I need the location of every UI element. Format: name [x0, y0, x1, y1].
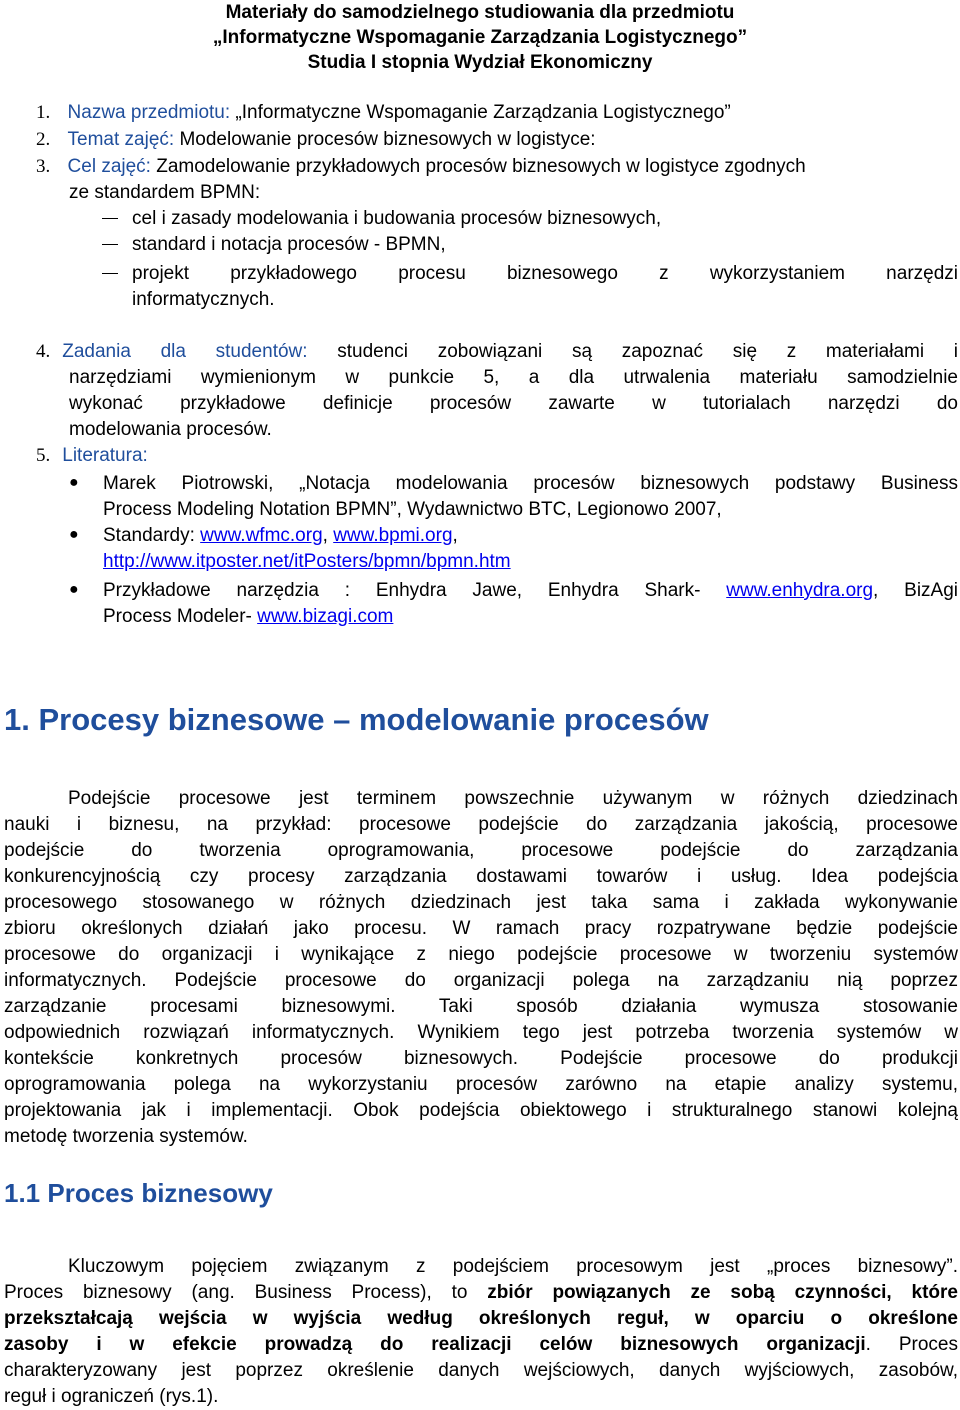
paragraph-text: Proces biznesowy (ang. Business Process), to — [4, 1282, 488, 1303]
sub-item-continuation: informatycznych. — [132, 289, 275, 310]
item-3-continuation: ze standardem BPMN: — [69, 182, 261, 203]
link-bpmi[interactable]: www.bpmi.org — [333, 525, 453, 546]
item-text: Modelowanie procesów biznesowych w logistyce: — [174, 129, 596, 150]
literature-item-continuation: Process Modeling Notation BPMN”, Wydawnictwo BTC, Legionowo 2007, — [103, 499, 722, 520]
item-text: Zamodelowanie przykładowych procesów biznesowych w logistyce zgodnych — [150, 156, 806, 177]
item-number: 2. — [36, 129, 51, 150]
paragraph-line: projektowania jak i implementacji. Obok podejścia obiektowego i strukturalnego stanowi kolejną — [4, 1100, 958, 1121]
literature-item-continuation — [103, 549, 511, 575]
sub-item-text: cel i zasady modelowania i budowania procesów biznesowych, — [132, 208, 662, 229]
paragraph-line — [4, 1280, 958, 1306]
paragraph-line: reguł i ograniczeń (rys.1). — [4, 1386, 219, 1407]
literature-separator: , — [322, 525, 334, 546]
item-label: Zadania dla studentów: — [62, 341, 308, 362]
bullet-icon: ● — [69, 526, 79, 543]
item-label: Cel zajęć: — [67, 156, 151, 177]
link-bizagi[interactable]: www.bizagi.com — [257, 606, 394, 627]
literature-item: Marek Piotrowski, „Notacja modelowania procesów biznesowych podstawy Business — [103, 473, 958, 494]
subsection-heading: 1.1 Proces biznesowy — [4, 1178, 273, 1208]
paragraph-line: charakteryzowany jest poprzez określenie danych wejściowych, danych wyjściowych, zasobów, — [4, 1360, 958, 1381]
item-4-line: modelowania procesów. — [69, 419, 272, 440]
paragraph-text: . Proces — [865, 1334, 958, 1355]
sub-item-text: projekt przykładowego procesu biznesowego z wykorzystaniem narzędzi — [132, 263, 958, 284]
literature-item — [103, 578, 958, 604]
paragraph-line: procesowego stosowanego w różnych dziedzinach jest taka sama i zakłada wykonywanie — [4, 892, 958, 913]
paragraph-line: konkurencyjnością czy procesy zarządzania dostawami towarów i usług. Idea podejścia — [4, 866, 958, 887]
header-line-2: „Informatyczne Wspomaganie Zarządzania Logistycznego” — [212, 27, 748, 48]
item-number: 4. — [36, 341, 51, 362]
paragraph-line — [4, 1306, 958, 1332]
item-3 — [36, 154, 806, 180]
section-1-paragraph — [4, 786, 958, 1150]
item-label: Literatura: — [62, 445, 148, 466]
item-4 — [36, 339, 958, 365]
header-line-1: Materiały do samodzielnego studiowania dla przedmiotu — [225, 2, 735, 23]
paragraph-line: kontekście konkretnych procesów biznesowych. Podejście procesowe do produkcji — [4, 1048, 958, 1069]
bullet-icon: ● — [69, 581, 79, 598]
dash-icon — [102, 218, 118, 219]
header-line-3: Studia I stopnia Wydział Ekonomiczny — [307, 52, 653, 73]
bullet-icon: ● — [69, 474, 79, 491]
paragraph-line: zarządzanie procesami biznesowymi. Taki sposób działania wymusza stosowanie — [4, 996, 958, 1017]
link-enhydra[interactable]: www.enhydra.org — [726, 580, 874, 601]
link-itposter[interactable]: http://www.itposter.net/itPosters/bpmn/bpmn.htm — [103, 551, 511, 572]
dash-icon — [102, 273, 118, 274]
paragraph-line: informatycznych. Podejście procesowe do organizacji polega na zarządzaniu nią poprzez — [4, 970, 958, 991]
paragraph-line: oprogramowania polega na wykorzystaniu procesów zarówno na etapie analizy systemu, — [4, 1074, 958, 1095]
literature-text: , BizAgi — [873, 580, 959, 601]
literature-item-continuation — [103, 604, 393, 630]
dash-icon — [102, 244, 118, 245]
paragraph-line: zbioru określonych działań jako procesu. W ramach pracy rozpatrywane będzie podejście — [4, 918, 958, 939]
item-label: Temat zajęć: — [67, 129, 175, 150]
paragraph-line: procesowe do organizacji i wynikające z niego podejście procesowe w tworzeniu systemów — [4, 944, 958, 965]
item-number: 5. — [36, 445, 51, 466]
sub-item — [102, 232, 446, 258]
item-number: 1. — [36, 102, 51, 123]
item-text: studenci zobowiązani są zapoznać się z materiałami i — [307, 341, 958, 362]
paragraph-line: podejście do tworzenia oprogramowania, procesowe podejście do zarządzania — [4, 840, 958, 861]
item-2 — [36, 127, 596, 153]
sub-item-text: standard i notacja procesów - BPMN, — [132, 234, 446, 255]
bold-definition: zasoby i w efekcie prowadzą do realizacji celów biznesowych organizacji — [4, 1334, 866, 1355]
bold-definition: przekształcają wejścia w wyjścia według określonych reguł, w oparciu o określone — [4, 1308, 958, 1329]
section-1-1-paragraph — [4, 1254, 958, 1410]
paragraph-line: Kluczowym pojęciem związanym z podejściem procesowym jest „proces biznesowy”. — [68, 1256, 958, 1277]
paragraph-line: metodę tworzenia systemów. — [4, 1126, 248, 1147]
bold-definition: zbiór powiązanych ze sobą czynności, które — [487, 1282, 958, 1303]
item-number: 3. — [36, 156, 51, 177]
literature-text: Standardy: — [103, 525, 201, 546]
item-text: „Informatyczne Wspomaganie Zarządzania Logistycznego” — [230, 102, 731, 123]
paragraph-line: nauki i biznesu, na przykład: procesowe podejście do zarządzania jakością, procesowe — [4, 814, 958, 835]
item-label: Nazwa przedmiotu: — [67, 102, 231, 123]
literature-text: Przykładowe narzędzia : Enhydra Jawe, Enhydra Shark- — [103, 580, 727, 601]
literature-item — [103, 523, 458, 549]
item-1 — [36, 100, 731, 126]
item-4-line: narzędziami wymienionym w punkcie 5, a dla utrwalenia materiału samodzielnie — [69, 367, 958, 388]
sub-item — [102, 261, 958, 287]
paragraph-line: odpowiednich rozwiązań informatycznych. Wynikiem tego jest potrzeba tworzenia systemów w — [4, 1022, 958, 1043]
item-5 — [36, 443, 148, 469]
link-wfmc[interactable]: www.wfmc.org — [200, 525, 323, 546]
sub-item — [102, 206, 661, 232]
item-4-line: wykonać przykładowe definicje procesów zawarte w tutorialach narzędzi do — [69, 393, 958, 414]
literature-text: Process Modeler- — [103, 606, 258, 627]
paragraph-line: Podejście procesowe jest terminem powszechnie używanym w różnych dziedzinach — [68, 788, 958, 809]
paragraph-line — [4, 1332, 958, 1358]
section-heading: 1. Procesy biznesowe – modelowanie procesów — [4, 702, 709, 737]
literature-comma: , — [452, 525, 458, 546]
